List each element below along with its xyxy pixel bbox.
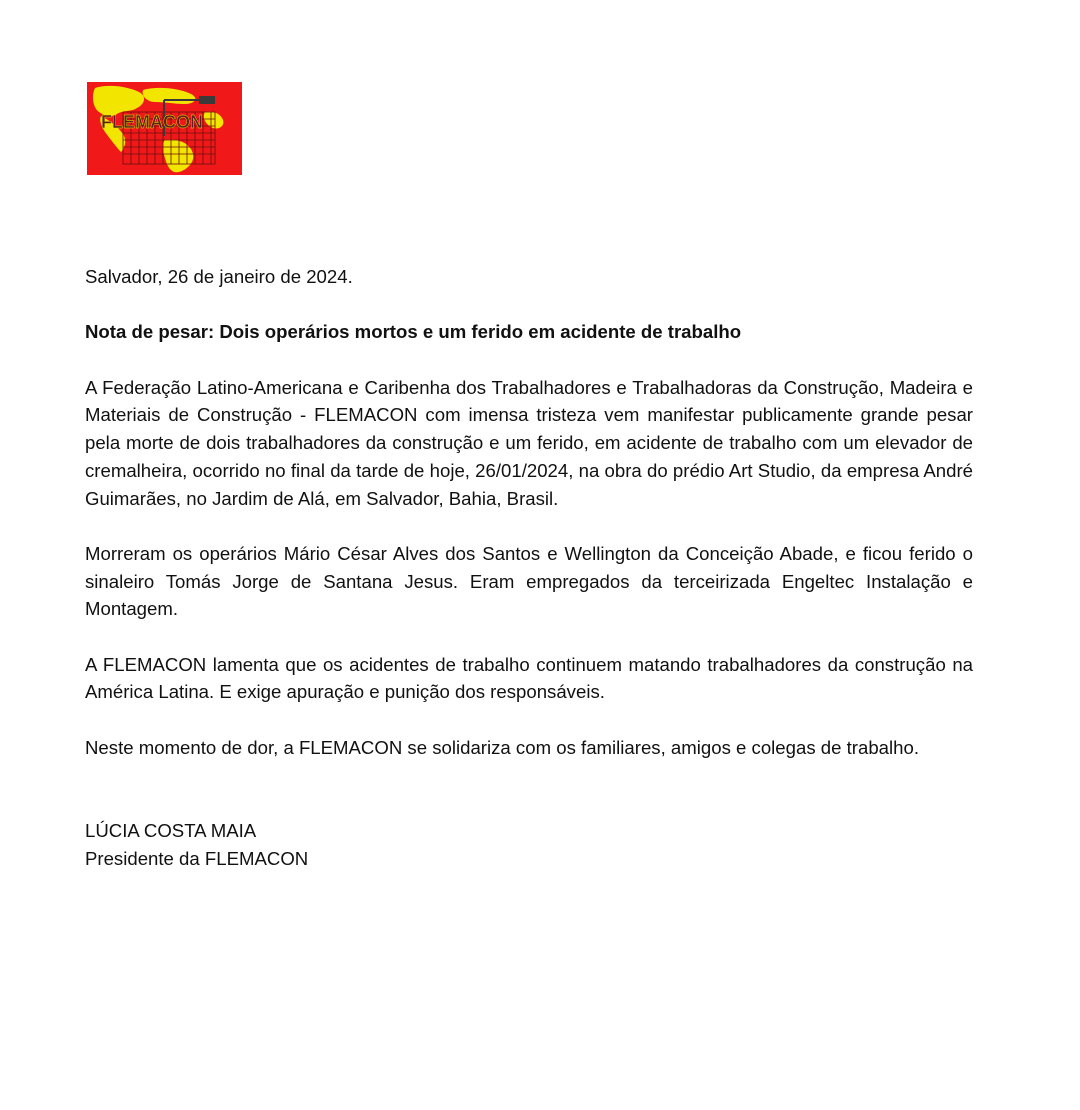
svg-text:FLEMACON: FLEMACON <box>101 112 203 132</box>
paragraph-4: Neste momento de dor, a FLEMACON se solidariza com os familiares, amigos e colegas de trabalho. <box>85 736 919 758</box>
paragraph-1: A Federação Latino-Americana e Caribenha dos Trabalhadores e Trabalhadoras da Construção, Madeira e Materiais de Construção - FLEMACON com imensa tristeza vem manifestar publicamente grande pesar pela morte de dois trabalhadores da construção e um ferido, em acidente de trabalho com um elevador de cremalheira, ocorrido no final da tarde de hoje, 26/01/2024, na obra do prédio Art Studio, da empresa André Guimarães, no Jardim de Alá, em Salvador, Bahia, Brasil. <box>85 376 973 509</box>
signature-role: Presidente da FLEMACON <box>85 847 309 869</box>
paragraph-2: Morreram os operários Mário César Alves dos Santos e Wellington da Conceição Abade, e ficou ferido o sinaleiro Tomás Jorge de Santana Jesus. Eram empregados da terceirizada Engeltec Instalação e Montagem. <box>85 542 973 620</box>
flemacon-logo-icon <box>87 82 242 175</box>
letter-body <box>85 263 973 872</box>
letter-title: Nota de pesar: Dois operários mortos e um ferido em acidente de trabalho <box>85 321 742 343</box>
date-line: Salvador, 26 de janeiro de 2024. <box>85 266 353 287</box>
flemacon-logo <box>87 82 242 175</box>
signature-name: LÚCIA COSTA MAIA <box>85 819 257 841</box>
paragraph-3: A FLEMACON lamenta que os acidentes de trabalho continuem matando trabalhadores da construção na América Latina. E exige apuração e punição dos responsáveis. <box>85 653 973 703</box>
